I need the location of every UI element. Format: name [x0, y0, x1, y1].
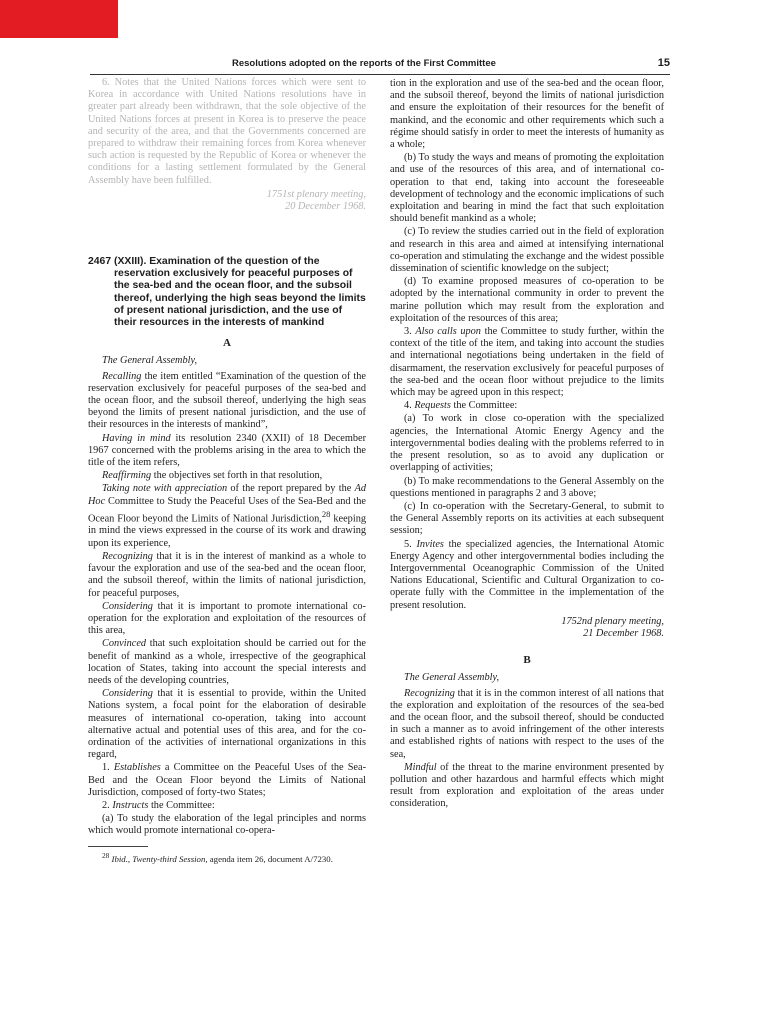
footnote: $^{28}$ Ibid., Twenty-third Session, agenda item 26, document A/7230.	[102, 850, 333, 864]
operative-paragraph-4b: (b) To make recommendations to the General Assembly on the questions mentioned in paragraphs 2 and 3 above;	[390, 475, 664, 499]
page-number: 15	[657, 57, 670, 69]
operative-paragraph-4: 4. Requests the Committee:	[404, 400, 518, 412]
footnote-ref: 28	[321, 508, 331, 519]
operative-paragraph-4c: (c) In co-operation with the Secretary-General, to submit to the General Assembly reports on its activities at each subsequent session;	[390, 500, 664, 537]
having-in-mind-paragraph: Having in mind its resolution 2340 (XXII) of 18 December 1967 concerned with the problems arising in the area to which the title of the item refers,	[88, 432, 366, 469]
taking-note-paragraph: Taking note with appreciation of the report prepared by the Ad Hoc Committee to Study the Peaceful Uses of the Sea-Bed and the Ocean Floor beyond the Limits of National Jurisdiction,$^{28}$ keeping in mind the views expressed in the course of its work and drawing upon its experience,	[88, 483, 367, 549]
faded-meeting: 1751st plenary meeting,	[266, 188, 366, 200]
left-column	[88, 77, 366, 897]
section-b-recognizing: Recognizing that it is in the common interest of all nations that the exploration and exploitation of the resources of the sea-bed and the ocean floor, and the subsoil thereof, should be conducted in such a manner as to avoid infringement of the other interests and established rights of nations with respect to the uses of the sea,	[390, 687, 664, 760]
reaffirming-paragraph: Reaffirming the objectives set forth in that resolution,	[102, 470, 323, 482]
operative-2a-continuation: tion in the exploration and use of the sea-bed and the ocean floor, and the subsoil thereof, beyond the limits of national jurisdiction and ensure the exploitation of their resources for the benefit of mankind, and the economic and other requirements which such a régime should satisfy in order to meet the interests of humanity as a whole;	[390, 78, 664, 151]
section-b-assembly: The General Assembly,	[404, 672, 500, 684]
section-b-letter: B	[523, 654, 531, 667]
right-column	[390, 77, 664, 917]
considering-paragraph-1: Considering that it is important to promote international co-operation for the exploration and exploitation of the resources of this area,	[88, 600, 366, 637]
operative-paragraph-4a: (a) To work in close co-operation with the specialized agencies, the International Atomic Energy Agency and the intergovernmental bodies dealing with the problems referred to in the present resolution, so as to avoid any duplication or overlapping of activities;	[390, 413, 664, 474]
operative-paragraph-2b: (b) To study the ways and means of promoting the exploitation and use of the resources of this area, and of international co-operation to that end, taking into account the foreseeable development of technology and the economic implications of such exploitation and bearing in mind the fact that such exploitation should benefit mankind as a whole;	[390, 152, 664, 225]
operative-paragraph-2d: (d) To examine proposed measures of co-operation to be adopted by the international community in order to prevent the marine pollution which may result from the exploration and exploitation of the resources of this area;	[390, 276, 665, 324]
resolution-title: 2467 (XXIII). Examination of the question of the reservation exclusively for peaceful purposes of the sea-bed and the ocean floor, and the subsoil thereof, underlying the high seas beyond the limits of present national jurisdiction, and the use of their resources in the interests of mankind	[88, 256, 366, 329]
convinced-paragraph: Convinced that such exploitation should be carried out for the benefit of mankind as a whole, irrespective of the geographical location of States, taking into account the special interests and needs of the developing countries,	[88, 638, 366, 686]
recognizing-paragraph: Recognizing that it is in the interest of mankind as a whole to favour the exploration and use of the sea-bed and the ocean floor, and the subsoil thereof, within the limits of national jurisdiction, for peaceful purposes,	[88, 550, 366, 599]
section-a-date: 21 December 1968.	[583, 627, 664, 639]
faded-previous-resolution	[88, 77, 366, 228]
red-corner-block	[0, 0, 118, 38]
operative-paragraph-2a: (a) To study the elaboration of the legal principles and norms which would promote international co-opera-	[88, 813, 367, 837]
faded-date: 20 December 1968.	[285, 201, 366, 213]
running-head: Resolutions adopted on the reports of the First Committee	[232, 58, 496, 69]
considering-paragraph-2: Considering that it is essential to provide, within the United Nations system, a focal point for the elaboration of desirable measures of international co-operation, taking into account alternative actual and potential uses of this area, and for the co-ordination of the activities of international organizations in this regard,	[88, 688, 366, 761]
operative-paragraph-5: 5. Invites the specialized agencies, the International Atomic Energy Agency and other intergovernmental bodies including the Intergovernmental Oceanographic Commission of the United Nations Educational, Scientific and Cultural Organization to co-operate fully with the Committee in the implementation of the present resolution.	[390, 538, 665, 611]
section-a-letter: A	[223, 337, 231, 350]
operative-paragraph-2c: (c) To review the studies carried out in the field of exploration and research in this area and aimed at intensifying international co-operation and stimulating the exchange and the widest possible dissemination of scientific knowledge on the subject;	[390, 226, 665, 275]
faded-paragraph: 6. Notes that the United Nations forces which were sent to Korea in accordance with United Nations resolutions have in greater part already been withdrawn, that the sole objective of the United Nations forces at present in Korea is to preserve the peace and security of the area, and that the Governments concerned are prepared to withdraw their remaining forces from Korea whenever such action is requested by the Republic of Korea or whenever the conditions for a lasting settlement formulated by the General Assembly have been fulfilled.	[88, 77, 366, 186]
section-a-meeting: 1752nd plenary meeting,	[561, 615, 664, 627]
operative-paragraph-3: 3. Also calls upon the Committee to study further, within the context of the title of the item, and taking into account the studies and international negotiations being undertaken in the field of disarmament, the reservation exclusively for peaceful purposes of the sea-bed and the ocean floor without prejudice to the limits which may be agreed upon in this respect;	[390, 326, 665, 399]
section-a-assembly: The General Assembly,	[102, 355, 198, 367]
section-b-mindful: Mindful of the threat to the marine environment presented by pollution and other hazardous and harmful effects which might result from exploration and exploitation of the areas under consideration,	[390, 761, 664, 810]
operative-paragraph-1: 1. Establishes a Committee on the Peaceful Uses of the Sea-Bed and the Ocean Floor beyond the Limits of National Jurisdiction, composed of forty-two States;	[88, 762, 366, 798]
recalling-paragraph: Recalling the item entitled “Examination of the question of the reservation exclusively for peaceful purposes of the sea-bed and the ocean floor, and the subsoil thereof, underlying the high seas beyond the limits of present national jurisdiction, and the use of their resources in the interests of mankind”,	[88, 370, 366, 431]
page-header	[90, 58, 670, 75]
footnote-divider	[88, 846, 148, 847]
operative-paragraph-2: 2. Instructs the Committee:	[102, 799, 215, 811]
